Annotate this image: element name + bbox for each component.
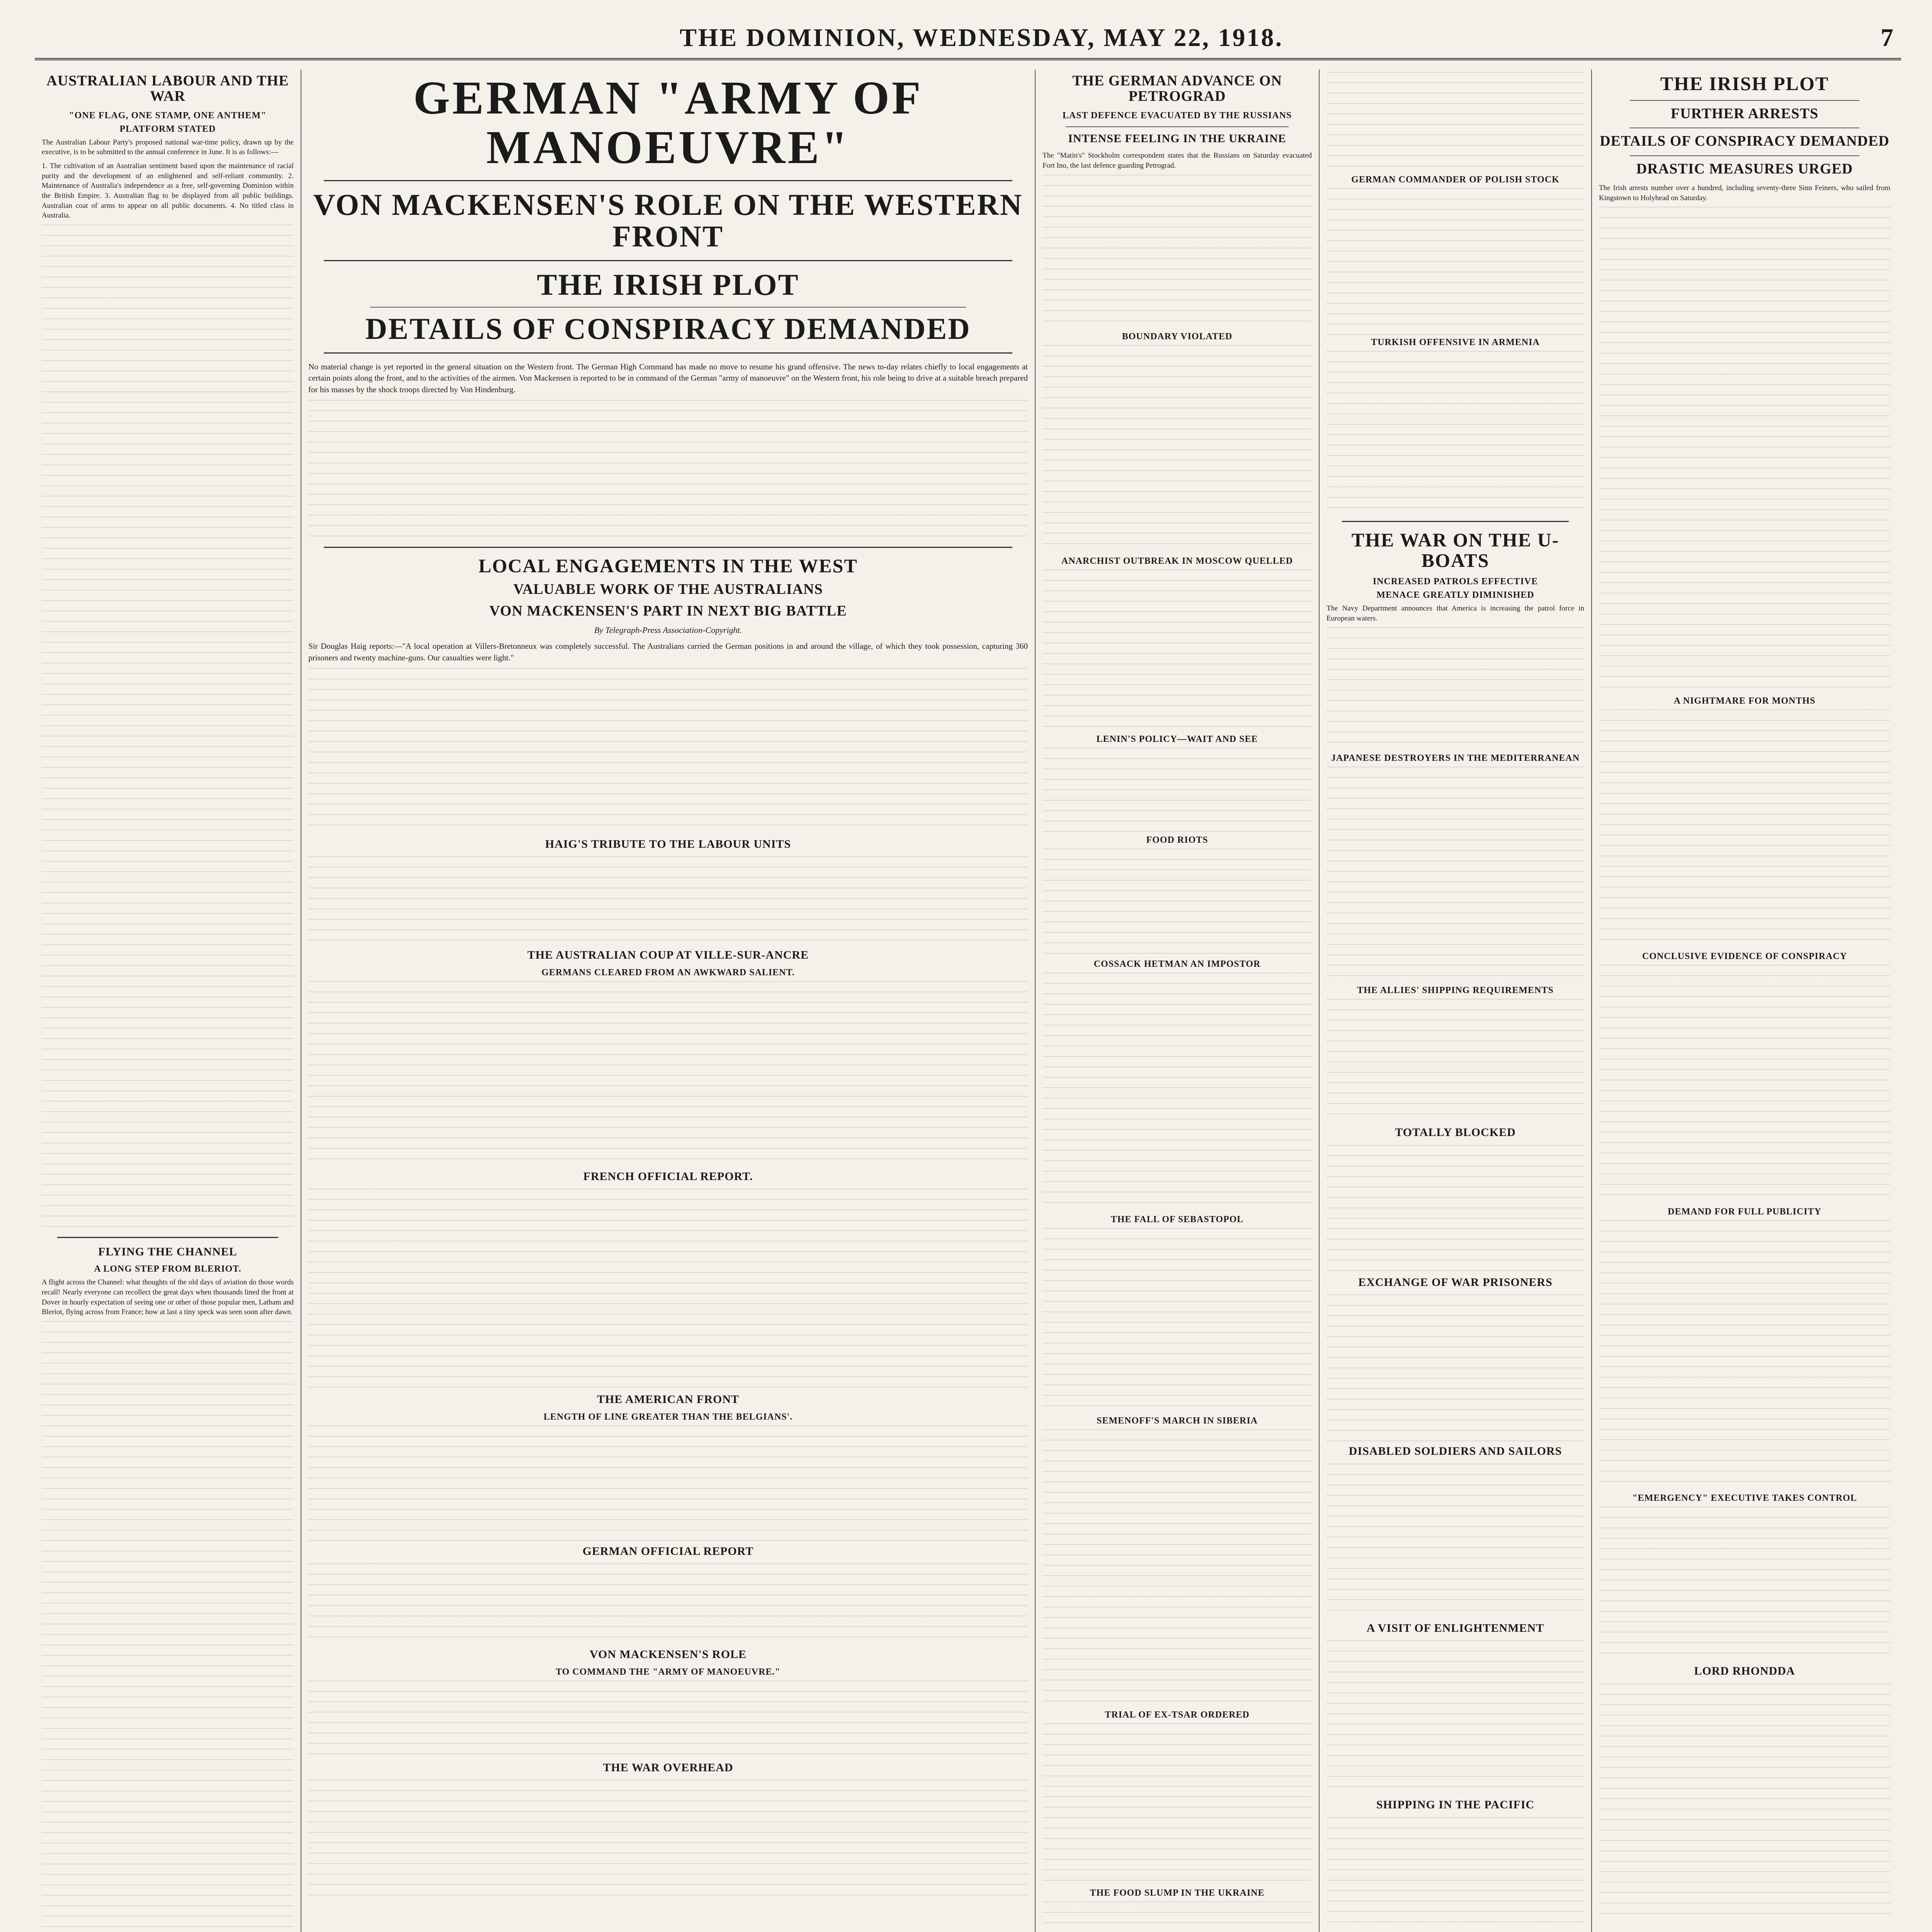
headline-flying-channel: FLYING THE CHANNEL (98, 1245, 237, 1258)
subhead-nightmare: A NIGHTMARE FOR MONTHS (1673, 696, 1816, 706)
subhead-turkish-offensive: TURKISH OFFENSIVE IN ARMENIA (1371, 337, 1540, 347)
subhead-ex-tsar: TRIAL OF EX-TSAR ORDERED (1105, 1709, 1250, 1720)
headline-mackensen-role: VON MACKENSEN'S ROLE ON THE WESTERN FRONT (313, 188, 1023, 253)
subhead-length-of-line: LENGTH OF LINE GREATER THAN THE BELGIANS'. (543, 1412, 793, 1422)
column-5 (1592, 70, 1897, 1932)
divider (1630, 100, 1859, 101)
divider (324, 547, 1012, 548)
subhead-cossack: COSSACK HETMAN AN IMPOSTOR (1094, 959, 1261, 969)
article-text-block (308, 668, 1028, 834)
column-3 (1036, 70, 1320, 1932)
article-text-block (1327, 767, 1584, 983)
divider (324, 260, 1012, 261)
subhead-one-flag: "ONE FLAG, ONE STAMP, ONE ANTHEM" (69, 110, 267, 121)
headline-conspiracy: DETAILS OF CONSPIRACY DEMANDED (365, 311, 971, 345)
article-text-block (308, 1780, 1028, 1896)
headline-drastic-measures: DRASTIC MEASURES URGED (1636, 161, 1853, 177)
article-paragraph: A flight across the Channel: what thoughts of the old days of aviation do those words recall! Nearly everyone can recollect the great days when thousands lined the front at Dover in hourly expectation of seeing one or other of those popular men, Latham and Bleriot, flying across from France; how at last a tiny speck was seen soon after dawn. (42, 1278, 294, 1316)
headline-german-advance: THE GERMAN ADVANCE ON PETROGRAD (1072, 73, 1282, 104)
headline-irish-plot-2: THE IRISH PLOT (1660, 73, 1829, 94)
headline-mackensen-role-2: VON MACKENSEN'S ROLE (589, 1648, 747, 1661)
article-paragraph: Sir Douglas Haig reports:—"A local operation at Villers-Bretonneux was completely successful. The Australians carried the German positions in and around the village, of which they took possession, capturing 360 prisoners and twenty machine-guns. Our casualties were light." (308, 641, 1028, 662)
subhead-platform: PLATFORM STATED (119, 124, 216, 134)
headline-haig-tribute: HAIG'S TRIBUTE TO THE LABOUR UNITS (545, 837, 791, 850)
article-text-block (1327, 188, 1584, 335)
subhead-conclusive-evidence: CONCLUSIVE EVIDENCE OF CONSPIRACY (1642, 951, 1847, 962)
divider (1066, 126, 1289, 127)
headline-disabled-soldiers: DISABLED SOLDIERS AND SAILORS (1349, 1445, 1562, 1458)
subhead-emergency-executive: "EMERGENCY" EXECUTIVE TAKES CONTROL (1632, 1493, 1857, 1503)
subhead-semenoff: SEMENOFF'S MARCH IN SIBERIA (1096, 1415, 1258, 1426)
article-text-block (1327, 627, 1584, 751)
article-text-block (1327, 1817, 1584, 1932)
column-1 (35, 70, 301, 1932)
headline-german-official: GERMAN OFFICIAL REPORT (582, 1544, 754, 1558)
subhead-sebastopol: THE FALL OF SEBASTOPOL (1111, 1214, 1244, 1225)
article-text-block (42, 1321, 294, 1932)
article-text-block (1327, 72, 1584, 172)
article-text-block (1043, 1901, 1312, 1932)
article-text-block (42, 224, 294, 1229)
article-paragraph: No material change is yet reported in the general situation on the Western front. The German High Command has made no move to resume his grand offensive. The news to-day relates chiefly to local engagements at certain points along the front, and to the activities of the airmen. Von Mackensen is reported to be in command of the German "army of manoeuvre" on the Western front, his role being to drive at a suitable breach prepared for his masses by the shock troops directed by Von Hindenburg. (308, 362, 1028, 394)
article-text-block (1327, 351, 1584, 513)
subhead-german-commander: GERMAN COMMANDER OF POLISH STOCK (1351, 175, 1560, 185)
article-text-block (1043, 849, 1312, 957)
headline-irish-plot: THE IRISH PLOT (537, 267, 799, 301)
article-paragraph: The Irish arrests number over a hundred, including seventy-three Sinn Feiners, who sailed from Kingstown to Holyhead on Saturday. (1599, 184, 1890, 202)
subhead-food-riots: FOOD RIOTS (1146, 835, 1208, 845)
subhead-full-publicity: DEMAND FOR FULL PUBLICITY (1668, 1207, 1821, 1217)
article-text-block (1599, 1507, 1890, 1661)
article-text-block (1599, 1684, 1890, 1915)
subhead-menace: MENACE GREATLY DIMINISHED (1376, 590, 1534, 600)
article-text-block (1327, 1464, 1584, 1618)
article-text-block (308, 1189, 1028, 1389)
article-text-block (308, 1680, 1028, 1758)
article-text-block (1599, 965, 1890, 1204)
divider (370, 307, 966, 308)
article-text-block (308, 400, 1028, 539)
article-text-block (1043, 175, 1312, 329)
headline-army-of-manoeuvre: GERMAN "ARMY OF MANOEUVRE" (413, 72, 923, 174)
column-2 (301, 70, 1036, 1932)
headline-local-engagements: LOCAL ENGAGEMENTS IN THE WEST (478, 554, 858, 577)
subhead-boundary: BOUNDARY VIOLATED (1122, 331, 1233, 342)
article-text-block (1327, 1640, 1584, 1795)
columns (35, 70, 1901, 1932)
article-paragraph: The "Matin's" Stockholm correspondent states that the Russians on Saturday evacuated Fort Ino, the last defence guarding Petrograd. (1043, 151, 1312, 170)
article-text-block (1043, 1429, 1312, 1708)
masthead-title: THE DOMINION, WEDNESDAY, MAY 22, 1918. (679, 24, 1284, 52)
headline-american-front: THE AMERICAN FRONT (597, 1393, 740, 1406)
article-text-block (1327, 1145, 1584, 1272)
article-text-block (1043, 570, 1312, 732)
page-number: 7 (1881, 24, 1893, 52)
subhead-japanese-destroyers: JAPANESE DESTROYERS IN THE MEDITERRANEAN (1331, 753, 1580, 764)
headline-war-overhead: THE WAR OVERHEAD (603, 1761, 733, 1774)
article-text-block (308, 856, 1028, 945)
headline-further-arrests: FURTHER ARRESTS (1670, 105, 1819, 122)
subhead-bleriot: A LONG STEP FROM BLERIOT. (94, 1264, 242, 1274)
headline-totally-blocked: TOTALLY BLOCKED (1395, 1126, 1516, 1139)
article-text-block (308, 1425, 1028, 1541)
headline-war-on-uboats: THE WAR ON THE U-BOATS (1351, 529, 1560, 571)
article-text-block (1599, 709, 1890, 949)
headline-australian-labour: AUSTRALIAN LABOUR AND THE WAR (46, 73, 289, 104)
article-text-block (1327, 999, 1584, 1122)
divider (57, 1237, 278, 1238)
article-text-block (1043, 1723, 1312, 1886)
divider (1342, 521, 1569, 522)
masthead (35, 23, 1901, 60)
article-text-block (1043, 973, 1312, 1212)
article-text-block (1599, 1220, 1890, 1491)
headline-ukraine: INTENSE FEELING IN THE UKRAINE (1068, 132, 1286, 145)
byline: By Telegraph-Press Association-Copyright. (594, 625, 742, 635)
article-text-block (308, 1563, 1028, 1645)
subhead-last-defence: LAST DEFENCE EVACUATED BY THE RUSSIANS (1062, 110, 1292, 121)
article-paragraph: The Navy Department announces that America is increasing the patrol force in European waters. (1327, 604, 1584, 622)
article-text-block (1327, 1294, 1584, 1441)
headline-conspiracy-2: DETAILS OF CONSPIRACY DEMANDED (1600, 133, 1889, 150)
subhead-anarchist: ANARCHIST OUTBREAK IN MOSCOW QUELLED (1061, 556, 1293, 566)
article-paragraph: 1. The cultivation of an Australian sentiment based upon the maintenance of racial purity and the development of an enlightened and self-reliant community. 2. Maintenance of Australia's independence as a free, self-governing Dominion within the British Empire. 3. Australian flag to be displayed from all public buildings. Australian coat of arms to appear on all public documents. 4. No titled class in Australia. (42, 162, 294, 220)
subhead-food-slump: THE FOOD SLUMP IN THE UKRAINE (1090, 1888, 1265, 1898)
divider (324, 180, 1012, 181)
subhead-salient: GERMANS CLEARED FROM AN AWKWARD SALIENT. (541, 967, 795, 978)
headline-war-prisoners: EXCHANGE OF WAR PRISONERS (1358, 1276, 1553, 1289)
column-4 (1320, 70, 1592, 1932)
article-text-block (1043, 748, 1312, 833)
subhead-lenin: LENIN'S POLICY—WAIT AND SEE (1096, 734, 1258, 744)
subhead-shipping-requirements: THE ALLIES' SHIPPING REQUIREMENTS (1357, 985, 1554, 996)
article-text-block (1043, 345, 1312, 554)
article-text-block (308, 981, 1028, 1167)
headline-work-of-australians: VALUABLE WORK OF THE AUSTRALIANS (513, 581, 823, 598)
headline-ville-sur-ancre: THE AUSTRALIAN COUP AT VILLE-SUR-ANCRE (527, 949, 809, 962)
divider (324, 352, 1012, 354)
subhead-patrols: INCREASED PATROLS EFFECTIVE (1372, 577, 1538, 587)
article-paragraph: The Australian Labour Party's proposed national war-time policy, drawn up by the executive, is to be submitted to the annual conference in June. It is as follows:— (42, 138, 294, 156)
headline-french-official: FRENCH OFFICIAL REPORT. (583, 1170, 753, 1183)
headline-lord-rhondda: LORD RHONDDA (1694, 1665, 1795, 1678)
article-text-block (1043, 1228, 1312, 1413)
headline-enlightenment: A VISIT OF ENLIGHTENMENT (1366, 1621, 1544, 1634)
divider (1630, 155, 1859, 156)
article-text-block (1599, 207, 1890, 694)
headline-next-big-battle: VON MACKENSEN'S PART IN NEXT BIG BATTLE (489, 603, 847, 619)
subhead-command-army: TO COMMAND THE "ARMY OF MANOEUVRE." (556, 1667, 781, 1677)
headline-shipping-pacific: SHIPPING IN THE PACIFIC (1376, 1798, 1535, 1811)
